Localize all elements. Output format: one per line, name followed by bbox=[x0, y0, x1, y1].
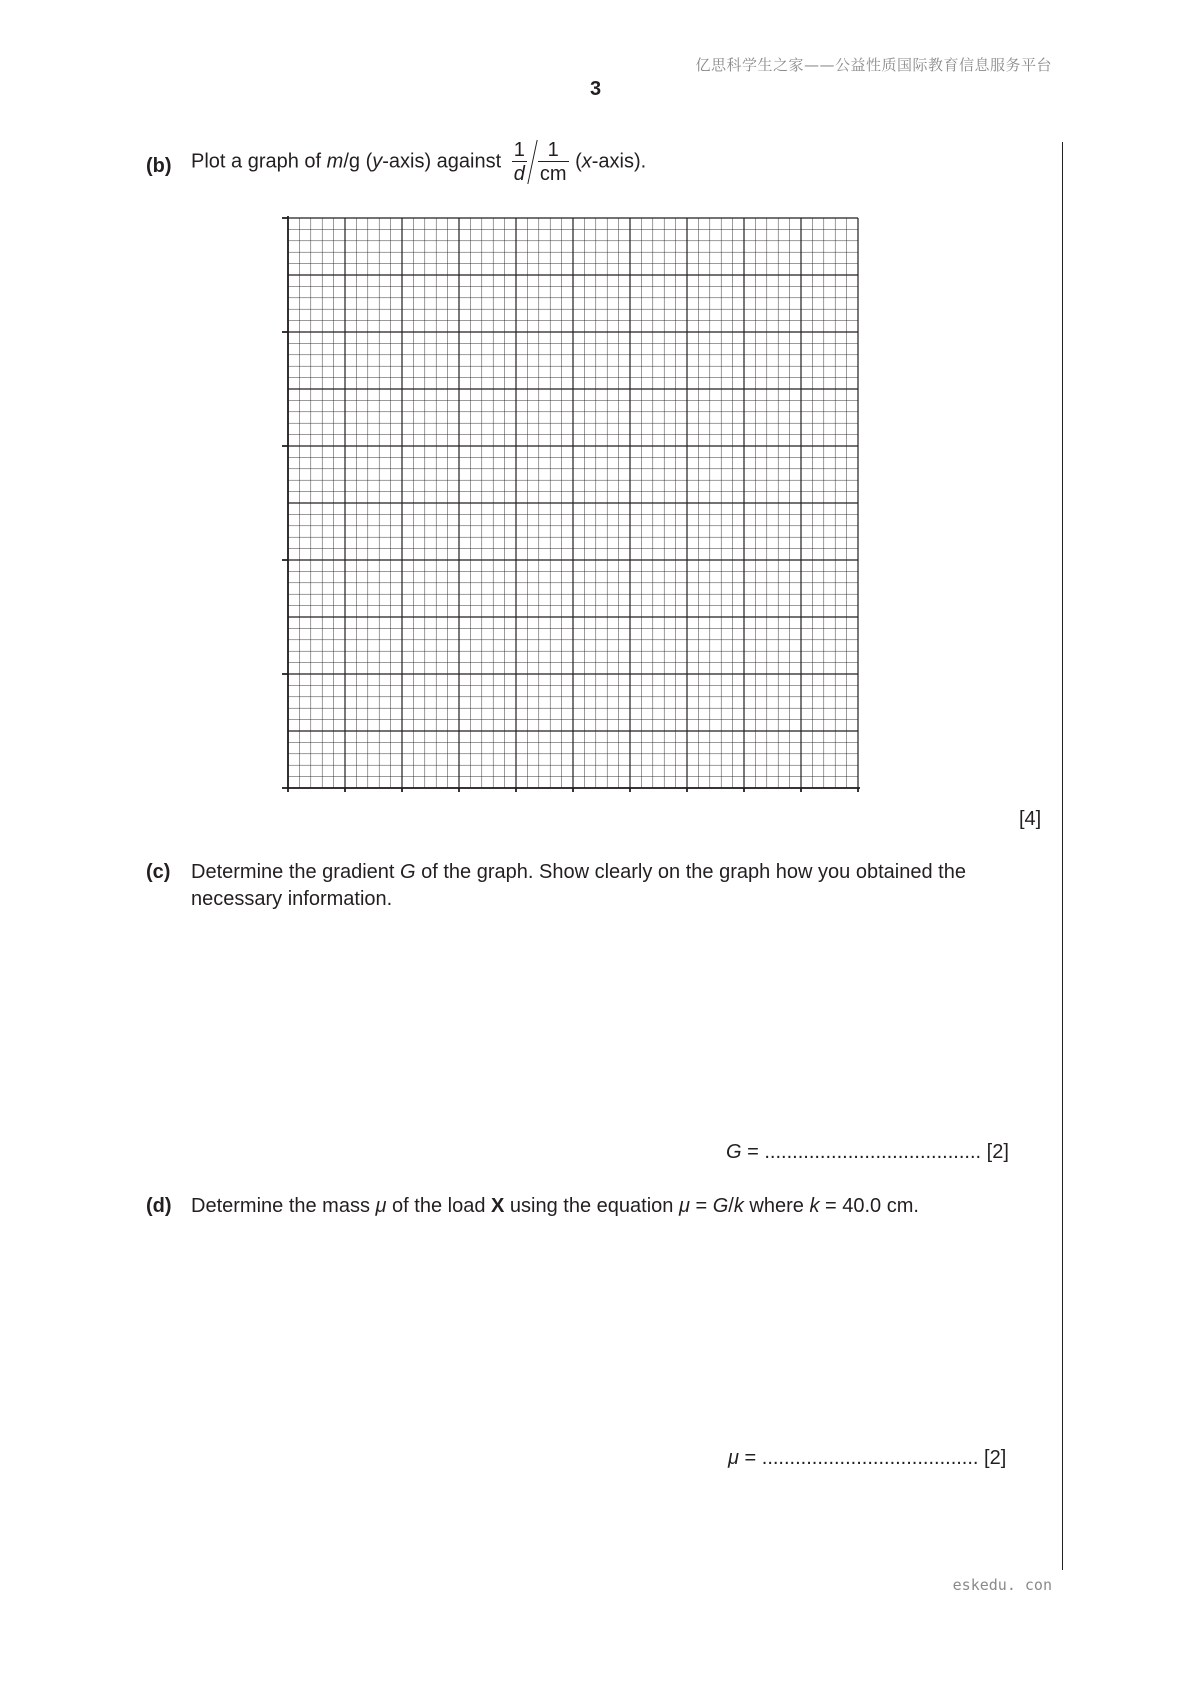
footer-watermark: eskedu. con bbox=[952, 1576, 1052, 1594]
part-d-text-d: = bbox=[689, 1195, 713, 1217]
part-d-var-g: G bbox=[712, 1195, 729, 1217]
part-b-open-paren: ( bbox=[569, 150, 582, 173]
part-d-text-f: where bbox=[743, 1195, 810, 1217]
page-number: 3 bbox=[589, 78, 602, 100]
gradient-answer-line[interactable] bbox=[726, 1141, 1009, 1164]
gradient-answer-eq: = bbox=[741, 1141, 765, 1163]
mass-answer-eq: = bbox=[738, 1447, 762, 1469]
fraction-one-over-d bbox=[512, 140, 527, 184]
part-d-text-a: Determine the mass bbox=[191, 1195, 376, 1217]
mass-answer-field[interactable]: ....................................... bbox=[761, 1447, 979, 1469]
header-watermark: 亿思科学生之家——公益性质国际教育信息服务平台 bbox=[695, 56, 1052, 74]
part-d-text-c: using the equation bbox=[504, 1195, 679, 1217]
gradient-answer-var: G bbox=[726, 1141, 742, 1163]
part-d-text-g: = 40.0 cm. bbox=[819, 1195, 919, 1217]
fraction-2-numerator: 1 bbox=[538, 140, 569, 162]
part-d-var-k2: k bbox=[809, 1195, 820, 1217]
part-d-load-x: X bbox=[491, 1195, 505, 1217]
part-b-axis-x-text: -axis). bbox=[591, 150, 647, 173]
part-d-marks: [2] bbox=[984, 1447, 1007, 1469]
graph-paper[interactable] bbox=[282, 212, 862, 792]
mass-answer-line[interactable] bbox=[728, 1447, 1006, 1470]
part-c-question bbox=[191, 859, 1051, 913]
fraction-1-numerator: 1 bbox=[513, 139, 525, 161]
part-b-var-m: m bbox=[326, 150, 344, 173]
part-c-text-b: of the graph. Show clearly on the graph how you obtained the bbox=[415, 861, 966, 883]
part-c-var-g: G bbox=[400, 861, 416, 883]
fraction-1-denominator: d bbox=[513, 163, 525, 185]
gradient-answer-field[interactable]: ....................................... bbox=[764, 1141, 982, 1163]
part-d-var-mu: μ bbox=[375, 1195, 387, 1217]
part-b-label: (b) bbox=[146, 155, 172, 177]
part-d-text-b: of the load bbox=[386, 1195, 492, 1217]
part-b-marks: [4] bbox=[1019, 808, 1042, 830]
part-d-label: (d) bbox=[146, 1195, 172, 1217]
margin-line bbox=[1062, 142, 1063, 1570]
fraction-2-denominator: cm bbox=[539, 163, 567, 185]
part-c-label: (c) bbox=[146, 861, 171, 883]
part-c-line2: necessary information. bbox=[191, 888, 393, 910]
part-c-text-a: Determine the gradient bbox=[191, 861, 401, 883]
mass-answer-var: μ bbox=[728, 1447, 739, 1469]
part-b-var-x: x bbox=[581, 150, 592, 173]
part-b-unit-g: /g ( bbox=[343, 150, 373, 173]
part-d-var-mu2: μ bbox=[678, 1195, 690, 1217]
part-d-var-k: k bbox=[733, 1195, 744, 1217]
part-d-question bbox=[191, 1193, 1051, 1220]
part-b-var-y: y bbox=[372, 150, 383, 173]
part-b-axis-y-text: -axis) against bbox=[382, 150, 502, 173]
part-d-text-e: / bbox=[728, 1195, 734, 1217]
part-b-question bbox=[191, 140, 646, 184]
part-c-marks: [2] bbox=[986, 1141, 1009, 1163]
part-c-line1 bbox=[191, 859, 1051, 886]
division-slash bbox=[527, 140, 537, 184]
part-b-text-before: Plot a graph of bbox=[191, 150, 327, 173]
fraction-one-over-cm bbox=[538, 140, 569, 184]
